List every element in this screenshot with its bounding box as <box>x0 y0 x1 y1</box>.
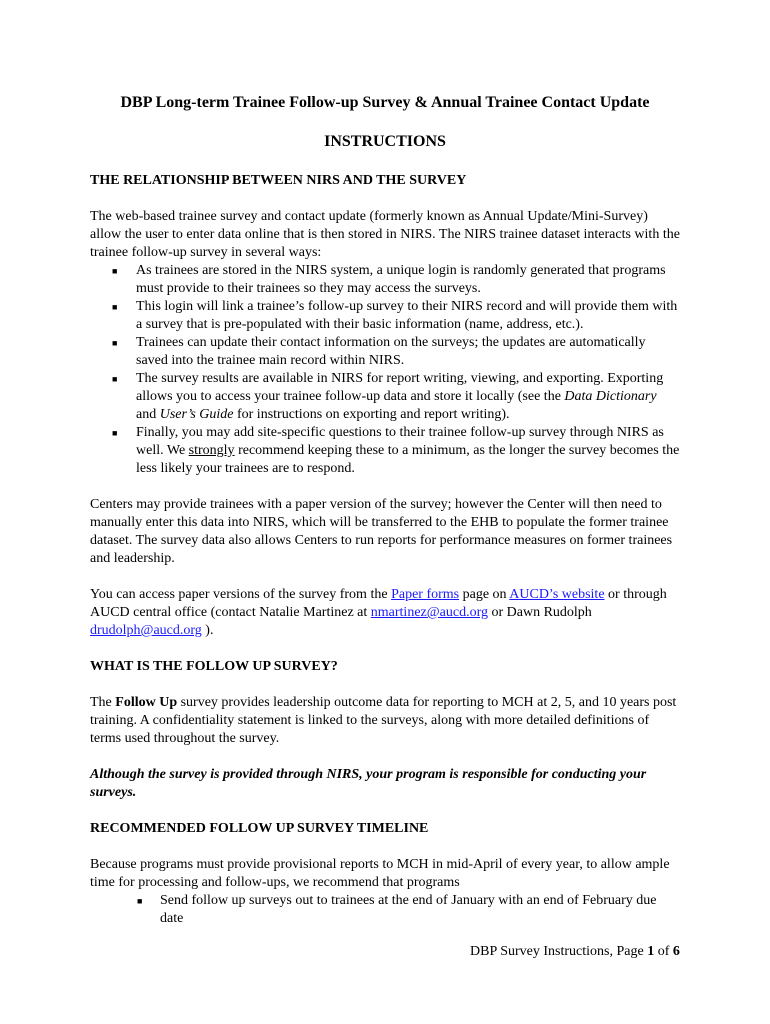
bullet-icon: ■ <box>137 896 143 906</box>
emphasis-strongly: strongly <box>188 443 235 458</box>
paragraph: Centers may provide trainees with a paper version of the survey; however the Center will then need to manually enter this data into NIRS, which will be transferred to the EHB to populate the former trainee dataset. The survey data also allows Centers to run reports for performance measures on former trainees and leadership. <box>90 497 673 566</box>
section-heading: THE RELATIONSHIP BETWEEN NIRS AND THE SURVEY <box>90 173 467 188</box>
section-heading: WHAT IS THE FOLLOW UP SURVEY? <box>90 659 338 674</box>
aucd-website-link[interactable]: AUCD’s website <box>509 587 605 602</box>
follow-up-term: Follow Up <box>115 695 178 710</box>
paragraph: The Follow Up survey provides leadership outcome data for reporting to MCH at 2, 5, and 10 years post training. A confidentiality statement is linked to the surveys, along with more detailed definitions of terms used throughout the survey. <box>90 695 677 746</box>
list-item: ■ Finally, you may add site-specific questions to their trainee follow-up survey through NIRS as well. We strongly recommend keeping these to a minimum, as the longer the survey becomes the less likely your trainees are to respond. <box>112 425 680 476</box>
list-item: ■ Trainees can update their contact information on the surveys; the updates are automatically saved into the trainee main record within NIRS. <box>112 335 646 368</box>
paragraph: The web-based trainee survey and contact update (formerly known as Annual Update/Mini-Survey) allow the user to enter data online that is then stored in NIRS. The NIRS trainee dataset interacts with the trainee follow-up survey in several ways: <box>90 209 680 260</box>
bullet-list <box>90 262 680 478</box>
page-footer: DBP Survey Instructions, Page 1 of 6 <box>470 944 680 959</box>
list-item: ■ The survey results are available in NIRS for report writing, viewing, and exporting. Exporting allows you to access your trainee follow-up data and store it locally (see the Data Dictionary and User’s Guide for instructions on exporting and report writing). <box>112 371 664 422</box>
responsibility-note: Although the survey is provided through NIRS, your program is responsible for conducting your surveys. <box>90 767 647 800</box>
data-dictionary-ref: Data Dictionary <box>564 389 657 404</box>
paragraph: You can access paper versions of the survey from the Paper forms page on AUCD’s website or through AUCD central office (contact Natalie Martinez at nmartinez@aucd.org or Dawn Rudolph drudolph@aucd.org ). <box>90 587 667 638</box>
document-title: DBP Long-term Trainee Follow-up Survey & Annual Trainee Contact Update <box>120 94 650 111</box>
list-item: ■ As trainees are stored in the NIRS system, a unique login is randomly generated that programs must provide to their trainees so they may access the surveys. <box>112 263 666 296</box>
bullet-icon: ■ <box>112 302 118 312</box>
section-relationship <box>90 172 680 928</box>
bullet-icon: ■ <box>112 374 118 384</box>
list-item: ■ This login will link a trainee’s follow-up survey to their NIRS record and will provide them with a survey that is pre-populated with their basic information (name, address, etc.). <box>112 299 678 332</box>
page-total: 6 <box>672 944 680 959</box>
nmartinez-email-link[interactable]: nmartinez@aucd.org <box>370 605 488 620</box>
users-guide-ref: User’s Guide <box>159 407 234 422</box>
bullet-icon: ■ <box>112 266 118 276</box>
bullet-list <box>90 892 680 928</box>
paper-forms-link[interactable]: Paper forms <box>391 587 460 602</box>
section-heading: RECOMMENDED FOLLOW UP SURVEY TIMELINE <box>90 821 429 836</box>
paragraph: Because programs must provide provisional reports to MCH in mid-April of every year, to allow ample time for processing and follow-ups, we recommend that programs <box>90 857 670 890</box>
list-item: ■ Send follow up surveys out to trainees at the end of January with an end of February due date <box>137 893 657 926</box>
drudolph-email-link[interactable]: drudolph@aucd.org <box>90 623 202 638</box>
bullet-icon: ■ <box>112 338 118 348</box>
page-number: 1 <box>647 944 655 959</box>
bullet-icon: ■ <box>112 428 118 438</box>
document-subtitle: INSTRUCTIONS <box>324 133 446 150</box>
